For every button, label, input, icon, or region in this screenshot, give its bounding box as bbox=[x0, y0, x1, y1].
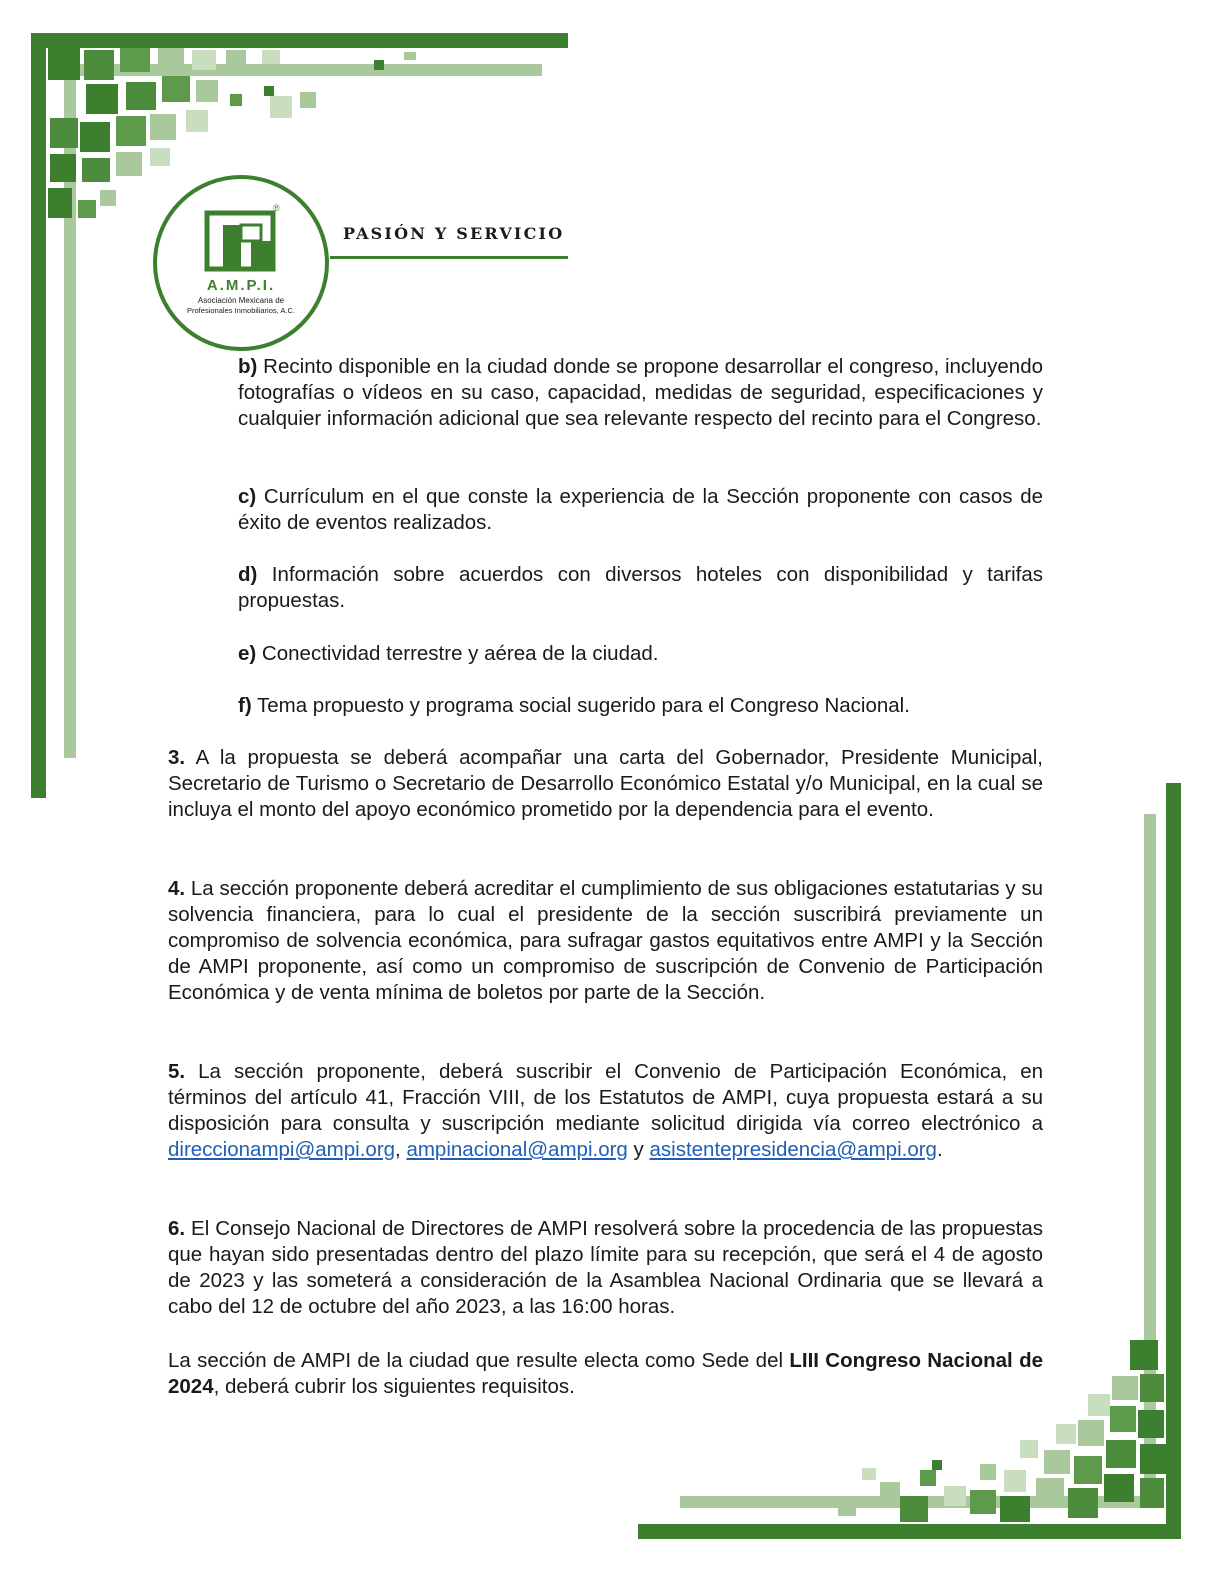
item-label: 3. bbox=[168, 746, 186, 769]
logo-name-line2: Profesionales Inmobiliarios, A.C. bbox=[187, 306, 295, 315]
item-5 bbox=[168, 1059, 1043, 1163]
frame-bottom-bar bbox=[638, 1524, 1181, 1539]
email-separator: y bbox=[627, 1138, 650, 1161]
email-separator: , bbox=[395, 1138, 407, 1161]
item-4 bbox=[168, 876, 1043, 1006]
item-text: A la propuesta se deberá acompañar una carta del Gobernador, Presidente Municipal, Secretario de Turismo o Secretario de Desarrollo Económico Estatal y/o Municipal, en la cual se incluya el monto del apoyo económico prometido por la dependencia para el evento. bbox=[168, 746, 1043, 821]
frame-left-bar bbox=[31, 33, 46, 798]
registered-mark: ® bbox=[273, 203, 280, 213]
email-link-nacional[interactable]: ampinacional@ampi.org bbox=[406, 1138, 628, 1161]
sub-item-label: b) bbox=[238, 355, 258, 378]
email-link-direccion[interactable]: direccionampi@ampi.org bbox=[168, 1138, 396, 1161]
motto: PASIÓN Y SERVICIO bbox=[343, 224, 565, 243]
sub-item-label: d) bbox=[238, 563, 258, 586]
sub-item-text: Recinto disponible en la ciudad donde se propone desarrollar el congreso, incluyendo fotografías o vídeos en su caso, capacidad, medidas de seguridad, especificaciones y cualquier información adicional que sea relevante respecto del recinto para el Congreso. bbox=[238, 355, 1043, 430]
motto-underline bbox=[330, 256, 568, 259]
item-3 bbox=[168, 745, 1043, 823]
sub-item-text: Tema propuesto y programa social sugerido para el Congreso Nacional. bbox=[251, 694, 910, 717]
sub-item-text: Currículum en el que conste la experiencia de la Sección proponente con casos de éxito de eventos realizados. bbox=[238, 485, 1043, 534]
frame-right-bar bbox=[1166, 783, 1181, 1539]
closing-bold: LIII Congreso Nacional de 2024 bbox=[168, 1349, 1043, 1398]
item-label: 6. bbox=[168, 1217, 186, 1240]
closing-paragraph bbox=[168, 1348, 1043, 1400]
closing-text-1: La sección de AMPI de la ciudad que resulte electa como Sede del bbox=[168, 1349, 790, 1372]
sub-item-label: c) bbox=[238, 485, 257, 508]
item-label: 5. bbox=[168, 1060, 186, 1083]
sub-item-text: Información sobre acuerdos con diversos hoteles con disponibilidad y tarifas propuestas. bbox=[238, 563, 1043, 612]
item-text: La sección proponente, deberá suscribir el Convenio de Participación Económica, en términos del artículo 41, Fracción VIII, de los Estatutos de AMPI, cuya propuesta estará a su disposición para consulta y suscripción mediante solicitud dirigida vía correo electrónico a bbox=[168, 1060, 1043, 1135]
closing-text-2: , deberá cubrir los siguientes requisitos. bbox=[213, 1375, 575, 1398]
logo-name-line1: Asociación Mexicana de bbox=[197, 296, 285, 305]
sub-item-c bbox=[238, 484, 1043, 536]
sub-item-label: f) bbox=[238, 694, 252, 717]
sub-item-label: e) bbox=[238, 642, 257, 665]
sub-item-d bbox=[238, 562, 1043, 614]
email-link-asistente[interactable]: asistentepresidencia@ampi.org bbox=[649, 1138, 937, 1161]
item-text: La sección proponente deberá acreditar el cumplimiento de sus obligaciones estatutarias y su solvencia financiera, para lo cual el presidente de la sección suscribirá previamente un compromiso de solvencia económica, para sufragar gastos equitativos entre AMPI y la Sección de AMPI proponente, así como un compromiso de suscripción de Convenio de Participación Económica y de venta mínima de boletos por parte de la Sección. bbox=[168, 877, 1043, 1004]
sub-item-text: Conectividad terrestre y aérea de la ciudad. bbox=[256, 642, 659, 665]
sentence-end: . bbox=[936, 1138, 943, 1161]
item-label: 4. bbox=[168, 877, 186, 900]
item-text: El Consejo Nacional de Directores de AMPI resolverá sobre la procedencia de las propuestas que hayan sido presentadas dentro del plazo límite para su recepción, que será el 4 de agosto de 2023 y las someterá a consideración de la Asamblea Nacional Ordinaria que se llevará a cabo del 12 de octubre del año 2023, a las 16:00 horas. bbox=[168, 1217, 1043, 1318]
ampi-logo-emblem bbox=[151, 173, 331, 353]
ampi-logo bbox=[151, 173, 331, 353]
sub-item-b bbox=[238, 354, 1043, 432]
frame-right-inner-bar bbox=[1144, 814, 1156, 1508]
frame-top-bar bbox=[31, 33, 568, 48]
sub-item-e bbox=[238, 641, 1043, 667]
sub-item-f bbox=[238, 693, 1043, 719]
item-6 bbox=[168, 1216, 1043, 1320]
logo-acronym: A.M.P.I. bbox=[206, 277, 276, 294]
